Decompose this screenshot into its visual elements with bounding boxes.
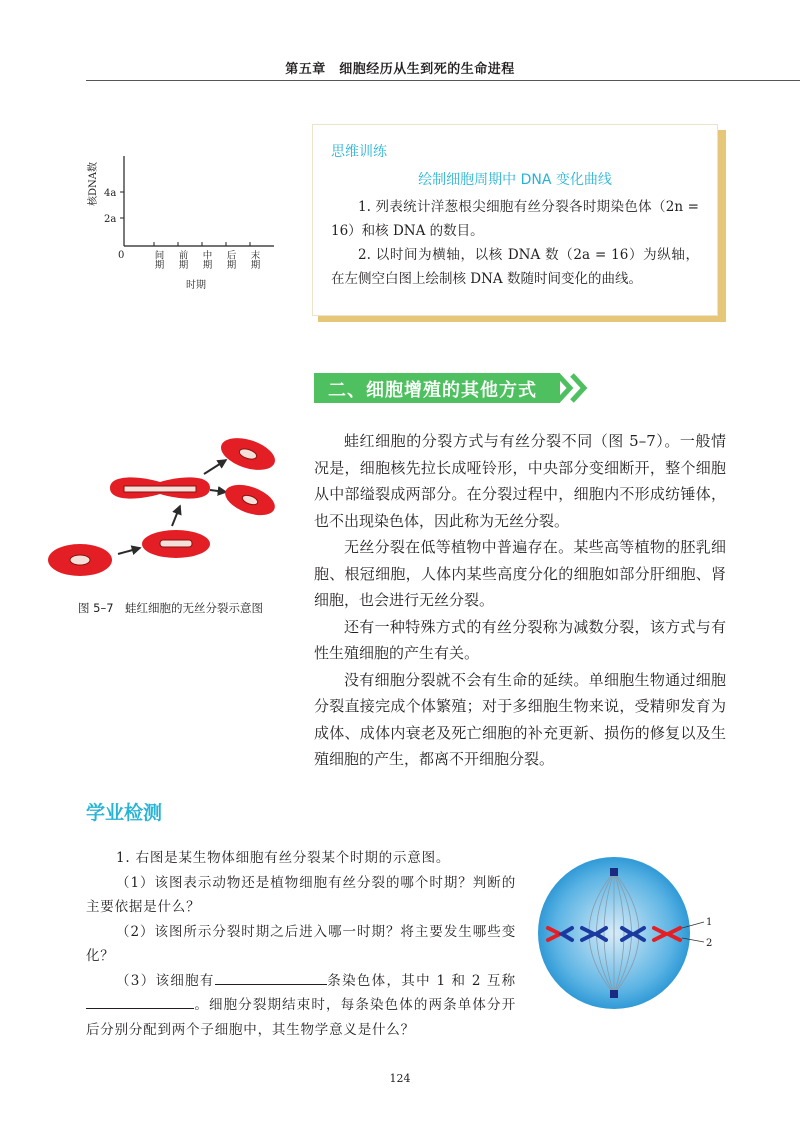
- graph-x-tick: 前期: [176, 250, 188, 269]
- double-chevron-icon: [554, 371, 594, 405]
- answer-blank-chromosome-count[interactable]: [215, 969, 327, 985]
- label-2: 2: [706, 938, 713, 949]
- page-number: 124: [389, 1072, 411, 1085]
- graph-x-tick: 间期: [152, 250, 164, 269]
- question-1-part-3: [86, 969, 516, 1043]
- question-text: 条染色体，其中 1 和 2 互称: [326, 972, 516, 989]
- graph-x-tick: 中期: [200, 250, 212, 269]
- thinking-step-1: 1. 列表统计洋葱根尖细胞有丝分裂各时期染色体（2n = 16）和核 DNA 的数目。: [331, 199, 699, 239]
- graph-x-label: 时期: [186, 280, 206, 291]
- blank-dna-graph: [78, 148, 278, 298]
- header-rule: [86, 80, 800, 81]
- exam-questions: [86, 846, 516, 1042]
- body-paragraph: 还有一种特殊方式的有丝分裂称为减数分裂，该方式与有性生殖细胞的产生有关。: [314, 617, 726, 662]
- question-text: 。细胞分裂期结束时，每条染色体的两条单体分开后分别分配到两个子细胞中，其生物学意义是什么？: [86, 997, 516, 1038]
- frog-rbc-amitosis-illustration: [44, 430, 284, 590]
- body-paragraph: 蛙红细胞的分裂方式与有丝分裂不同（图 5–7）。一般情况是，细胞核先拉长成哑铃形，中央部分变细断开，整个细胞从中部缢裂成两部分。在分裂过程中，细胞内不形成纺锤体，也不出现染色体，因此称为无丝分裂。: [314, 432, 726, 530]
- label-1: 1: [706, 917, 713, 928]
- graph-x-tick: 末期: [248, 250, 260, 269]
- thinking-box: [312, 124, 718, 316]
- graph-x-tick: 后期: [224, 250, 236, 269]
- chapter-header: 第五章 细胞经历从生到死的生命进程: [285, 62, 515, 77]
- question-1: 1. 右图是某生物体细胞有丝分裂某个时期的示意图。: [116, 850, 451, 866]
- exam-section-title: 学业检测: [86, 802, 163, 824]
- question-text: （3）该细胞有: [116, 972, 215, 989]
- graph-y-tick-2a: 2a: [104, 214, 117, 225]
- body-paragraph: 无丝分裂在低等植物中普遍存在。某些高等植物的胚乳细胞、根冠细胞，人体内某些高度分化的细胞如部分肝细胞、肾细胞，也会进行无丝分裂。: [314, 538, 726, 609]
- thinking-step-2: 2. 以时间为横轴，以核 DNA 数（2a = 16）为纵轴，在左侧空白图上绘制核 DNA 数随时间变化的曲线。: [331, 247, 699, 287]
- body-text: [314, 428, 726, 773]
- mitosis-metaphase-illustration: [534, 852, 724, 1014]
- section-title: 二、细胞增殖的其他方式: [328, 380, 537, 401]
- question-1-part-2: （2）该图所示分裂时期之后进入哪一时期？将主要发生哪些变化？: [86, 923, 516, 964]
- figure-caption: 图 5–7 蛙红细胞的无丝分裂示意图: [78, 601, 264, 615]
- thinking-title: 绘制细胞周期中 DNA 变化曲线: [418, 172, 612, 188]
- body-paragraph: 没有细胞分裂就不会有生命的延续。单细胞生物通过细胞分裂直接完成个体繁殖；对于多细胞生物来说，受精卵发育为成体、成体内衰老及死亡细胞的补充更新、损伤的修复以及生殖细胞的产生，都离不开细胞分裂。: [314, 670, 726, 768]
- answer-blank-term[interactable]: [86, 993, 194, 1009]
- graph-y-tick-4a: 4a: [104, 188, 117, 199]
- question-1-part-1: （1）该图表示动物还是植物细胞有丝分裂的哪个时期？判断的主要依据是什么？: [86, 874, 516, 915]
- graph-origin: 0: [118, 250, 125, 261]
- graph-y-label: 核DNA数: [88, 162, 99, 206]
- section-banner: [314, 373, 560, 403]
- thinking-label: 思维训练: [331, 144, 387, 160]
